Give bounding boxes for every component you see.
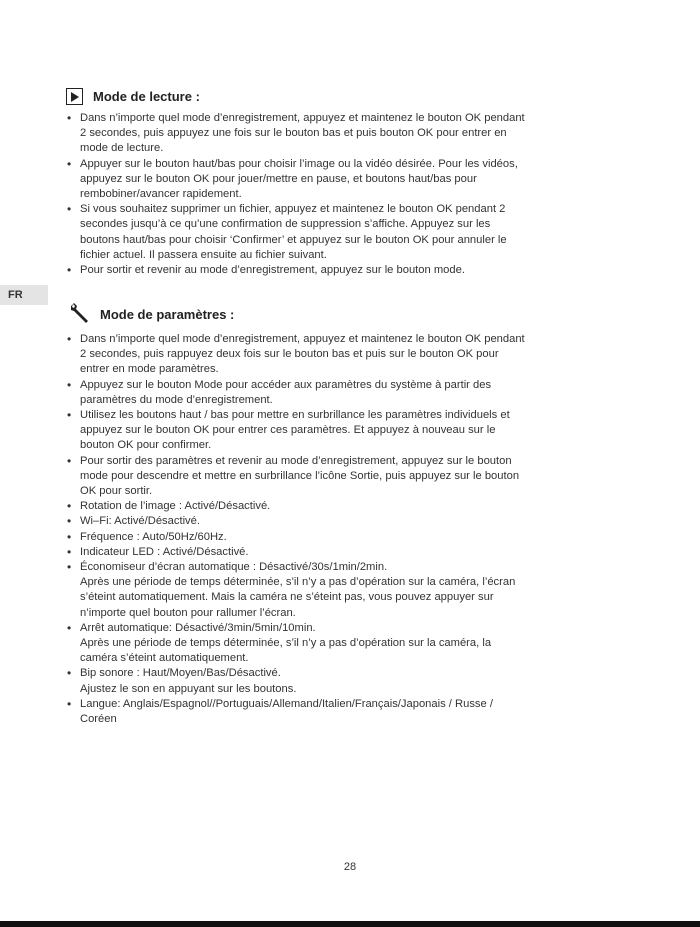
list-item: • Arrêt automatique: Désactivé/3min/5min/10min. Après une période de temps déterminée, s’il n’y a pas d’opération sur la caméra, la caméra s’éteint automatiquement. [64,621,634,667]
language-tab: FR [0,285,48,305]
list-item: • Langue: Anglais/Espagnol//Portuguais/Allemand/Italien/Français/Japonais / Russe / Coréen [64,697,634,727]
playback-section [64,88,634,278]
list-item: • Dans n’importe quel mode d’enregistrement, appuyez et maintenez le bouton OK pendant 2 secondes, puis appuyez une fois sur le bouton bas et puis bouton OK pour entrer en mode de lecture. [64,111,634,157]
settings-section [64,302,634,727]
list-item: • Appuyer sur le bouton haut/bas pour choisir l’image ou la vidéo désirée. Pour les vidéos, appuyez sur le bouton OK pour jouer/mettre en pause, et boutons haut/bas pour rembobiner/avancer rapidement. [64,157,634,203]
list-item: • Dans n’importe quel mode d’enregistrement, appuyez et maintenez le bouton OK pendant 2 secondes, puis rappuyez deux fois sur le bouton bas et puis sur le bouton OK pour entrer en mode paramètres. [64,332,634,378]
page-number: 28 [343,861,357,873]
list-item: • Rotation de l’image : Activé/Désactivé. [64,499,634,514]
list-item: • Si vous souhaitez supprimer un fichier, appuyez et maintenez le bouton OK pendant 2 secondes jusqu’à ce qu’une confirmation de suppression s’affiche. Appuyez sur les boutons haut/bas pour choisir ‘Confirmer’ et appuyez sur le bouton OK pour annuler le fichier actuel. Il passera ensuite au fichier suivant. [64,202,634,263]
list-item: • Bip sonore : Haut/Moyen/Bas/Désactivé. Ajustez le son en appuyant sur les boutons. [64,666,634,696]
list-item: • Pour sortir et revenir au mode d’enregistrement, appuyez sur le bouton mode. [64,263,634,278]
list-item: • Appuyez sur le bouton Mode pour accéder aux paramètres du système à partir des paramètres du mode d’enregistrement. [64,378,634,408]
settings-header [64,302,634,326]
list-item: • Wi–Fi: Activé/Désactivé. [64,514,634,529]
list-item: • Utilisez les boutons haut / bas pour mettre en surbrillance les paramètres individuels et appuyez sur le bouton OK pour entrer ces paramètres. Et appuyez à nouveau sur le bouton OK pour confirmer. [64,408,634,454]
bottom-rule [0,921,700,927]
playback-header [64,88,634,105]
play-icon [66,88,83,105]
list-item: • Économiseur d’écran automatique : Désactivé/30s/1min/2min. Après une période de temps déterminée, s’il n’y a pas d’opération sur la caméra, l’écran s’éteint automatiquement. Mais la caméra ne s’éteint pas, vous pouvez appuyer sur n’importe quel bouton pour rallumer l’écran. [64,560,634,621]
section-title-playback: Mode de lecture : [93,89,200,104]
playback-list [64,111,634,278]
wrench-icon [68,302,92,326]
list-item: • Fréquence : Auto/50Hz/60Hz. [64,530,634,545]
list-item: • Pour sortir des paramètres et revenir au mode d’enregistrement, appuyez sur le bouton mode pour descendre et mettre en surbrillance l’icône Sortie, puis appuyez sur le bouton OK pour sortir. [64,454,634,500]
section-title-settings: Mode de paramètres : [100,306,235,322]
settings-list [64,332,634,727]
list-item: • Indicateur LED : Activé/Désactivé. [64,545,634,560]
